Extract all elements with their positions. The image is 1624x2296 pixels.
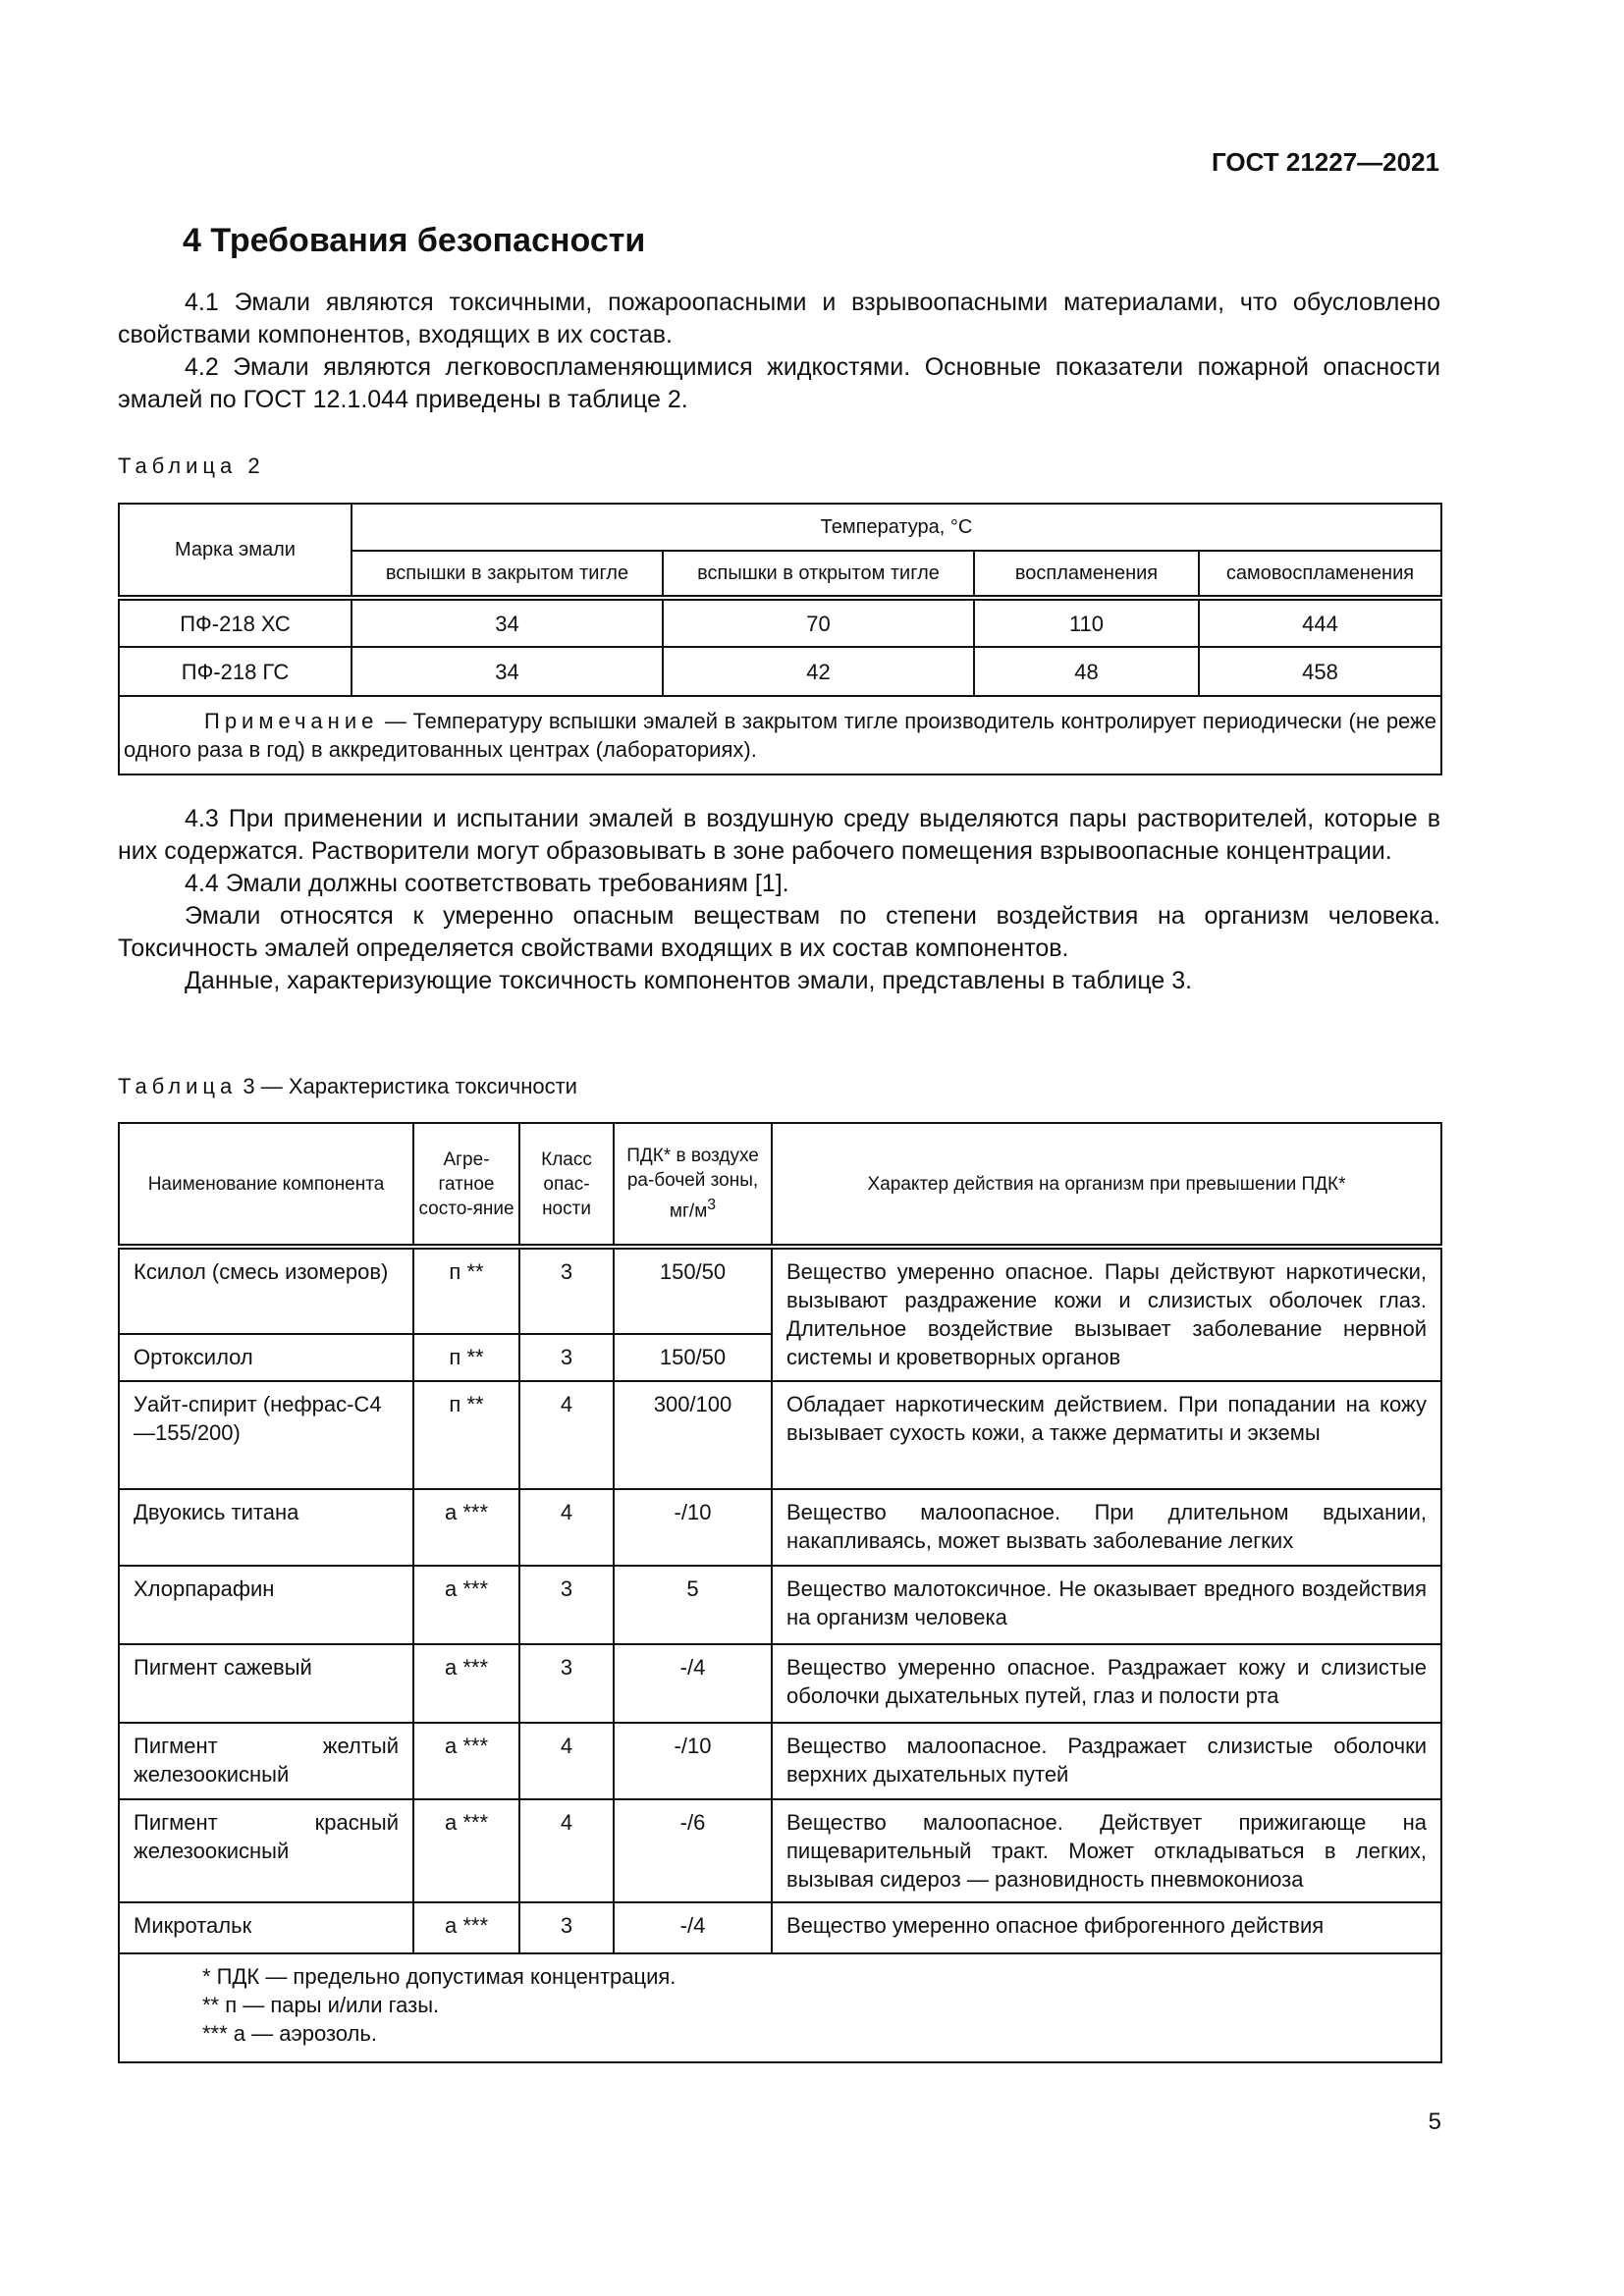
- cell-mac: -/10: [614, 1489, 772, 1566]
- cell: ПФ-218 ХС: [119, 598, 352, 647]
- table3-caption: [118, 1074, 577, 1099]
- paragraphs-4-1-4-2: [118, 287, 1440, 416]
- cell-effect: Вещество малоопасное. Раздражает слизистые оболочки верхних дыхательных путей: [772, 1723, 1441, 1799]
- table-row: [119, 1644, 1441, 1723]
- table-row: [119, 1723, 1441, 1799]
- cell-mac: -/4: [614, 1644, 772, 1723]
- cell-state: п **: [413, 1334, 519, 1381]
- cell-effect: Вещество малоопасное. Действует прижигающе на пищеварительный тракт. Может откладываться в легких, вызывая сидероз — разновидность пневмокониоза: [772, 1799, 1441, 1902]
- cell-effect: Вещество умеренно опасное фиброгенного действия: [772, 1902, 1441, 1953]
- paragraphs-4-3-4-4: [118, 803, 1440, 997]
- cell-component: Ортоксилол: [119, 1334, 413, 1381]
- cell-state: а ***: [413, 1489, 519, 1566]
- cell-state: п **: [413, 1381, 519, 1489]
- page-number: 5: [1428, 2109, 1441, 2135]
- header-closed-flash: вспышки в закрытом тигле: [352, 551, 663, 598]
- header-open-flash: вспышки в открытом тигле: [663, 551, 974, 598]
- footnote: ** п — пары и/или газы.: [202, 1993, 440, 2017]
- standard-number: ГОСТ 21227—2021: [1212, 147, 1439, 177]
- cell-component: Уайт-спирит (нефрас-С4—155/200): [119, 1381, 413, 1489]
- cell-component: Микротальк: [119, 1902, 413, 1953]
- cell: 34: [352, 647, 663, 696]
- footnote: * ПДК — предельно допустимая концентрация.: [202, 1964, 677, 1989]
- cell-class: 3: [519, 1247, 614, 1334]
- caption-label: Таблица: [118, 1074, 238, 1098]
- header-effect: Характер действия на организм при превышении ПДК*: [772, 1123, 1441, 1247]
- cell-state: а ***: [413, 1723, 519, 1799]
- cell-state: а ***: [413, 1902, 519, 1953]
- cell-effect: Вещество малоопасное. При длительном вдыхании, накапливаясь, может вызвать заболевание легких: [772, 1489, 1441, 1566]
- cell: 42: [663, 647, 974, 696]
- cell-effect: Обладает наркотическим действием. При попадании на кожу вызывает сухость кожи, а также дерматиты и экземы: [772, 1381, 1441, 1489]
- cell-class: 4: [519, 1723, 614, 1799]
- cell-mac: 300/100: [614, 1381, 772, 1489]
- header-autoignition: самовоспламенения: [1199, 551, 1441, 598]
- fire-hazard-table: [118, 503, 1442, 775]
- cell: 458: [1199, 647, 1441, 696]
- cell-mac: -/10: [614, 1723, 772, 1799]
- header-mac-text: ПДК* в воздухе ра-бочей зоны, мг/м: [626, 1146, 759, 1222]
- cell: ПФ-218 ГС: [119, 647, 352, 696]
- cell-class: 3: [519, 1644, 614, 1723]
- paragraph-4-4-c: Данные, характеризующие токсичность компонентов эмали, представлены в таблице 3.: [185, 967, 1193, 994]
- table-row: [119, 1489, 1441, 1566]
- table-row: [119, 1381, 1441, 1489]
- cell-class: 3: [519, 1334, 614, 1381]
- header-class: Класс опас-ности: [519, 1123, 614, 1247]
- cell-component: Пигмент сажевый: [119, 1644, 413, 1723]
- table-row: [119, 1566, 1441, 1644]
- cell-mac: 150/50: [614, 1247, 772, 1334]
- cell-class: 4: [519, 1799, 614, 1902]
- paragraph-4-3: 4.3 При применении и испытании эмалей в воздушную среду выделяются пары растворителей, которые в них содержатся. Растворители могут образовывать в зоне рабочего помещения взрывоопасные концентрации.: [118, 805, 1440, 865]
- cell-state: а ***: [413, 1644, 519, 1723]
- note-label: Примечание: [204, 709, 379, 733]
- cell-effect: Вещество малотоксичное. Не оказывает вредного воздействия на организм человека: [772, 1566, 1441, 1644]
- header-temperature: Температура, °С: [352, 504, 1441, 551]
- cell: 444: [1199, 598, 1441, 647]
- cell-effect: Вещество умеренно опасное. Раздражает кожу и слизистые оболочки дыхательных путей, глаз и полости рта: [772, 1644, 1441, 1723]
- cell-class: 4: [519, 1381, 614, 1489]
- paragraph-4-4: 4.4 Эмали должны соответствовать требованиям [1].: [185, 870, 789, 897]
- cell-class: 3: [519, 1566, 614, 1644]
- cell: 48: [974, 647, 1199, 696]
- cell-class: 3: [519, 1902, 614, 1953]
- cell: 110: [974, 598, 1199, 647]
- cell-mac: -/6: [614, 1799, 772, 1902]
- cell-state: п **: [413, 1247, 519, 1334]
- header-ignition: воспламенения: [974, 551, 1199, 598]
- footnote: *** а — аэрозоль.: [202, 2021, 377, 2046]
- cell-effect: Вещество умеренно опасное. Пары действуют наркотически, вызывают раздражение кожи и слизистых оболочек глаз. Длительное воздействие вызывает заболевание нервной системы и кроветворных органов: [772, 1247, 1441, 1381]
- table-row: [119, 1247, 1441, 1334]
- toxicity-table: [118, 1122, 1442, 2063]
- section-title: 4 Требования безопасности: [183, 222, 646, 259]
- cell: 34: [352, 598, 663, 647]
- note-text: — Температуру вспышки эмалей в закрытом тигле производитель контролирует периодически (не реже одного раза в год) в аккредитованных центрах (лабораториях).: [124, 709, 1436, 762]
- paragraph-4-4-b: Эмали относятся к умеренно опасным веществам по степени воздействия на организм человека. Токсичность эмалей определяется свойствами входящих в их состав компонентов.: [118, 902, 1440, 962]
- header-brand: Марка эмали: [119, 504, 352, 598]
- cell-mac: 5: [614, 1566, 772, 1644]
- cell-component: Пигмент красный железоокисный: [119, 1799, 413, 1902]
- table-row: [119, 647, 1441, 696]
- cell: 70: [663, 598, 974, 647]
- cell-state: а ***: [413, 1566, 519, 1644]
- header-component: Наименование компонента: [119, 1123, 413, 1247]
- caption-title: 3 — Характеристика токсичности: [237, 1074, 577, 1098]
- table3-footnotes: [119, 1953, 1441, 2062]
- header-mac: [614, 1123, 772, 1247]
- table2-note: [119, 696, 1441, 774]
- cell-component: Ксилол (смесь изомеров): [119, 1247, 413, 1334]
- paragraph-4-2: 4.2 Эмали являются легковоспламеняющимися жидкостями. Основные показатели пожарной опасности эмалей по ГОСТ 12.1.044 приведены в таблице 2.: [118, 353, 1440, 413]
- cell-class: 4: [519, 1489, 614, 1566]
- cell-state: а ***: [413, 1799, 519, 1902]
- header-mac-sup: 3: [707, 1197, 717, 1214]
- table-row: [119, 1799, 1441, 1902]
- table2-caption: Таблица 2: [118, 454, 265, 478]
- cell-component: Двуокись титана: [119, 1489, 413, 1566]
- cell-mac: 150/50: [614, 1334, 772, 1381]
- cell-mac: -/4: [614, 1902, 772, 1953]
- paragraph-4-1: 4.1 Эмали являются токсичными, пожароопасными и взрывоопасными материалами, что обусловлено свойствами компонентов, входящих в их состав.: [118, 289, 1440, 348]
- header-state: Агре-гатное состо-яние: [413, 1123, 519, 1247]
- table-row: [119, 598, 1441, 647]
- cell-component: Хлорпарафин: [119, 1566, 413, 1644]
- table-row: [119, 1902, 1441, 1953]
- cell-component: Пигмент желтый железоокисный: [119, 1723, 413, 1799]
